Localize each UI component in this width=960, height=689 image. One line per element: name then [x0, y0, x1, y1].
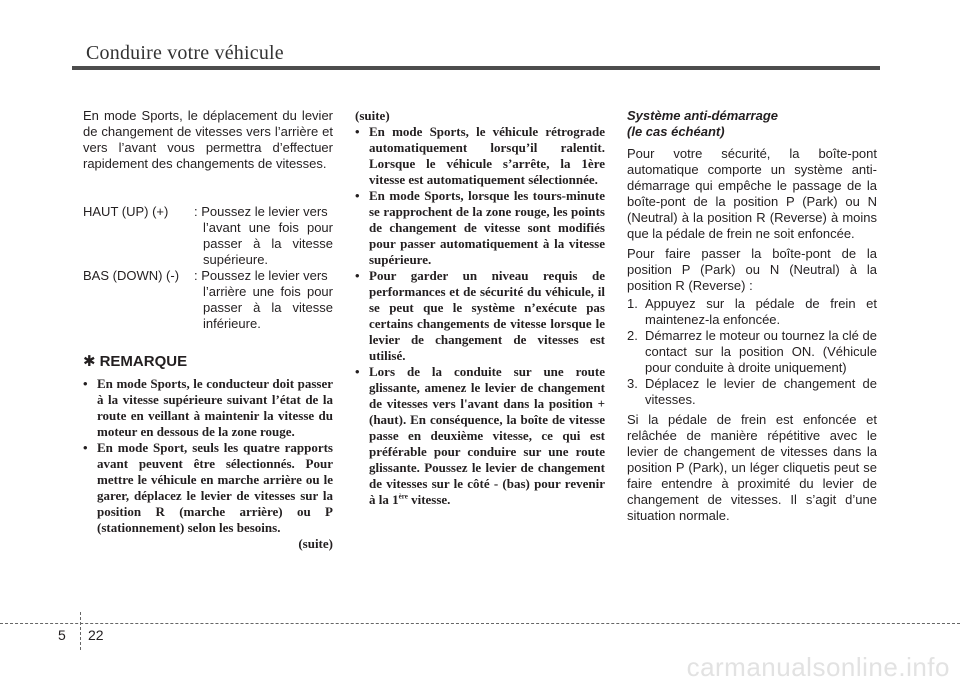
paragraph-2: Pour faire passer la boîte-pont de la position P (Park) ou N (Neutral) à la position R (Reverse) :	[627, 246, 877, 293]
page-number: 22	[88, 627, 104, 643]
remark-title: REMARQUE	[99, 352, 188, 370]
definition-desc-down-rest: l’arrière une fois pour passer à la vitesse inférieure.	[203, 284, 333, 331]
definition-desc-up	[194, 204, 333, 268]
remark-list-continued	[355, 124, 605, 508]
watermark: carmanualsonline.info	[686, 652, 950, 682]
paragraph-1: Pour votre sécurité, la boîte-pont automatique comporte un système anti-démarrage qui empêche le passage de la boîte-pont de la position P (Park) ou N (Neutral) à la position R (Reverse) à moins que la pédale de frein ne soit enfoncée.	[627, 146, 877, 241]
section-heading-line1: Système anti-démarrage	[627, 108, 779, 123]
footer-rule	[0, 623, 960, 624]
list-item: • En mode Sports, le conducteur doit passer à la vitesse supérieure suivant l’état de la route en veillant à maintenir la vitesse du moteur en dessous de la zone rouge.	[83, 376, 333, 439]
intro-paragraph: En mode Sports, le déplacement du levier de changement de vitesses vers l’arrière et vers l’avant vous permettra d’effectuer rapidement des changements de vitesses.	[83, 108, 333, 171]
bullet-icon: •	[355, 124, 360, 139]
paragraph-3: Si la pédale de frein est enfoncée et relâchée de manière répétitive avec le levier de changement de vitesses dans la position P (Park), un léger cliquetis peut se faire entendre à proximité du levier de changement de vitesses. Il s’agit d’une situation normale.	[627, 412, 877, 523]
column-2	[355, 108, 605, 508]
steps-list	[627, 296, 877, 408]
remark-list	[83, 376, 333, 536]
bullet-icon: •	[83, 376, 88, 391]
list-item: 1. Appuyez sur la pédale de frein et maintenez-la enfoncée.	[627, 296, 877, 327]
continued-label-top: (suite)	[355, 108, 390, 123]
definition-up	[83, 204, 333, 268]
column-3	[627, 108, 877, 524]
section-heading-line2: (le cas échéant)	[627, 124, 725, 139]
bullet-icon: •	[83, 440, 88, 455]
column-1	[83, 108, 333, 552]
list-item: 2. Démarrez le moteur ou tournez la clé de contact sur la position ON. (Véhicule pour conduite à droite uniquement)	[627, 328, 877, 375]
definition-desc-up-rest: l’avant une fois pour passer à la vitesse supérieure.	[203, 220, 333, 267]
bullet-icon: •	[355, 188, 360, 203]
page-title: Conduire votre véhicule	[86, 42, 284, 64]
definition-desc-down-first: : Poussez le levier vers	[194, 268, 328, 283]
chapter-number: 5	[58, 627, 66, 643]
title-rule	[72, 66, 880, 70]
superscript-ere: ère	[398, 492, 408, 501]
cross-icon: ✱	[83, 353, 96, 370]
continued-label: (suite)	[298, 536, 333, 551]
definition-desc-up-first: : Poussez le levier vers	[194, 204, 328, 219]
definition-term-down: BAS (DOWN) (-)	[83, 268, 180, 283]
definition-term-up: HAUT (UP) (+)	[83, 204, 169, 219]
definition-desc-down	[194, 268, 333, 332]
list-item: • En mode Sport, seuls les quatre rapports avant peuvent être sélectionnés. Pour mettre le véhicule en marche arrière ou le garer, déplacez le levier de vitesses sur la position R (marche arrière) ou P (stationnement) selon les besoins.	[83, 440, 333, 535]
section-heading	[627, 108, 877, 140]
list-item: • Lors de la conduite sur une route glissante, amenez le levier de changement de vitesses vers l'avant dans la position +(haut). En conséquence, la boîte de vitesse passe en deuxième vitesse, ce qui est préférable pour conduire sur une route glissante. Poussez le levier de changement de vitesses sur le côté - (bas) pour revenir à la 1ère vitesse.	[355, 364, 605, 507]
bullet-icon: •	[355, 364, 360, 379]
list-item: 3. Déplacez le levier de changement de vitesses.	[627, 376, 877, 407]
bullet-icon: •	[355, 268, 360, 283]
list-item: • Pour garder un niveau requis de performances et de sécurité du véhicule, il se peut que le système n’exécute pas certains changements de vitesse lorsque le levier de changement de vitesses est utilisé.	[355, 268, 605, 363]
remark-heading	[83, 352, 333, 370]
list-item: • En mode Sports, le véhicule rétrograde automatiquement lorsqu’il ralentit. Lorsque le véhicule s’arrête, la 1ère vitesse est automatiquement sélectionnée.	[355, 124, 605, 187]
definition-down	[83, 268, 333, 332]
list-item: • En mode Sports, lorsque les tours-minute se rapprochent de la zone rouge, les points de changement de vitesse sont modifiés pour passer automatiquement à la vitesse supérieure.	[355, 188, 605, 267]
footer-divider	[80, 612, 81, 650]
